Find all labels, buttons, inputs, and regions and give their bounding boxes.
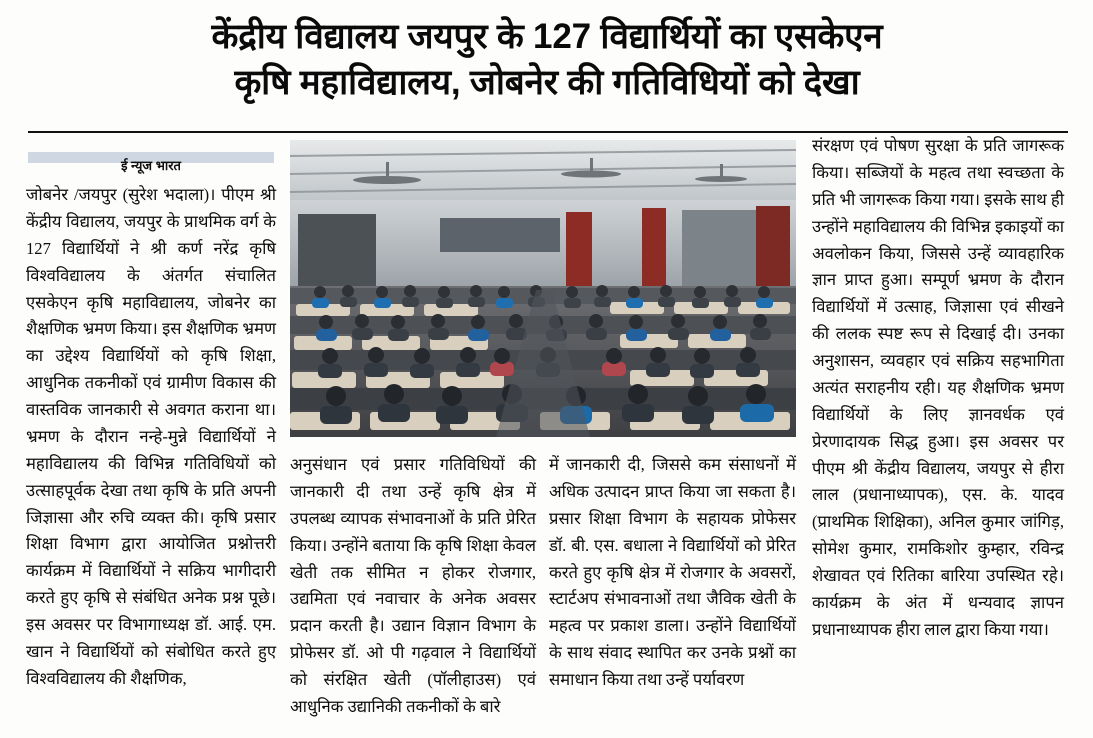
- headline-line-2: कृषि महाविद्यालय, जोबनेर की गतिविधियों को देखा: [234, 62, 860, 102]
- page-title: [36, 14, 1058, 105]
- headline-line-1: केंद्रीय विद्यालय जयपुर के 127 विद्यार्थियों का एसकेएन: [211, 17, 883, 56]
- article-column-2: [290, 452, 536, 721]
- column-4-text: संरक्षण एवं पोषण सुरक्षा के प्रति जागरूक किया। सब्जियों के महत्व तथा स्वच्छता के प्रति भी जागरूक किया गया। इसके साथ ही उन्होंने महाविद्यालय की विभिन्न इकाइयों का अवलोकन किया, जिससे उन्हें व्यावहारिक ज्ञान प्राप्त हुआ। सम्पूर्ण भ्रमण के दौरान विद्यार्थियों में उत्साह, जिज्ञासा एवं सीखने की ललक स्पष्ट रूप से दिखाई दी। उनका अनुशासन, व्यवहार एवं सक्रिय सहभागिता अत्यंत सराहनीय रही। यह शैक्षणिक भ्रमण विद्यार्थियों के लिए ज्ञानवर्धक एवं प्रेरणादायक सिद्ध हुआ। इस अवसर पर पीएम श्री केंद्रीय विद्यालय, जयपुर से हीरा लाल (प्रधानाध्यापक), एस. के. यादव (प्राथमिक शिक्षिका), अनिल कुमार जांगिड़, सोमेश कुमार, रामकिशोर कुम्हार, रविन्द्र शेखावत एवं रितिका बारिया उपस्थित रहे। कार्यक्रम के अंत में धन्यवाद ज्ञापन प्रधानाध्यापक हीरा लाल द्वारा किया गया।: [812, 136, 1064, 639]
- byline: ई न्यूज भारत: [121, 158, 181, 173]
- column-2-text: अनुसंधान एवं प्रसार गतिविधियों की जानकारी दी तथा उन्हें कृषि क्षेत्र में उपलब्ध व्यापक संभावनाओं के प्रति प्रेरित किया। उन्होंने बताया कि कृषि शिक्षा केवल खेती तक सीमित न होकर रोजगार, उद्यमिता एवं नवाचार के अनेक अवसर प्रदान करती है। उद्यान विज्ञान विभाग के प्रोफेसर डॉ. ओ पी गढ़वाल ने विद्यार्थियों को संरक्षित खेती (पॉलीहाउस) एवं आधुनिक उद्यानिकी तकनीकों के बारे: [290, 455, 536, 716]
- article-column-1: [26, 182, 276, 693]
- article-column-4: [812, 133, 1064, 644]
- column-1-text: जोबनेर /जयपुर (सुरेश भदाला)। पीएम श्री केंद्रीय विद्यालय, जयपुर के प्राथमिक वर्ग के 127 विद्यार्थियों ने श्री कर्ण नरेंद्र कृषि विश्वविद्यालय के अंतर्गत संचालित एसकेएन कृषि महाविद्यालय, जोबनेर का शैक्षणिक भ्रमण किया। इस शैक्षणिक भ्रमण का उद्देश्य विद्यार्थियों को कृषि शिक्षा, आधुनिक तकनीकों एवं ग्रामीण विकास की वास्तविक जानकारी से अवगत कराना था। भ्रमण के दौरान नन्हे-मुन्ने विद्यार्थियों ने महाविद्यालय की विभिन्न गतिविधियों को उत्साहपूर्वक देखा तथा कृषि के प्रति अपनी जिज्ञासा और रुचि व्यक्त की। कृषि प्रसार शिक्षा विभाग द्वारा आयोजित प्रश्नोत्तरी कार्यक्रम में विद्यार्थियों ने सक्रिय भागीदारी करते हुए कृषि से संबंधित अनेक प्रश्न पूछे। इस अवसर पर विभागाध्यक्ष डॉ. आई. एम. खान ने विद्यार्थियों को संबोधित करते हुए विश्वविद्यालय की शैक्षणिक,: [26, 185, 276, 688]
- column-3-text: में जानकारी दी, जिससे कम संसाधनों में अधिक उत्पादन प्राप्त किया जा सकता है। प्रसार शिक्षा विभाग के सहायक प्रोफेसर डॉ. बी. एस. बधाला ने विद्यार्थियों को प्रेरित करते हुए कृषि क्षेत्र में रोजगार के अवसरों, स्टार्टअप संभावनाओं तथा जैविक खेती के महत्व पर प्रकाश डाला। उन्होंने विद्यार्थियों के साथ संवाद स्थापित कर उनके प्रश्नों का समाधान किया तथा उन्हें पर्यावरण: [549, 455, 796, 689]
- article-column-3: [549, 452, 796, 694]
- auditorium-students-photo: [290, 140, 796, 437]
